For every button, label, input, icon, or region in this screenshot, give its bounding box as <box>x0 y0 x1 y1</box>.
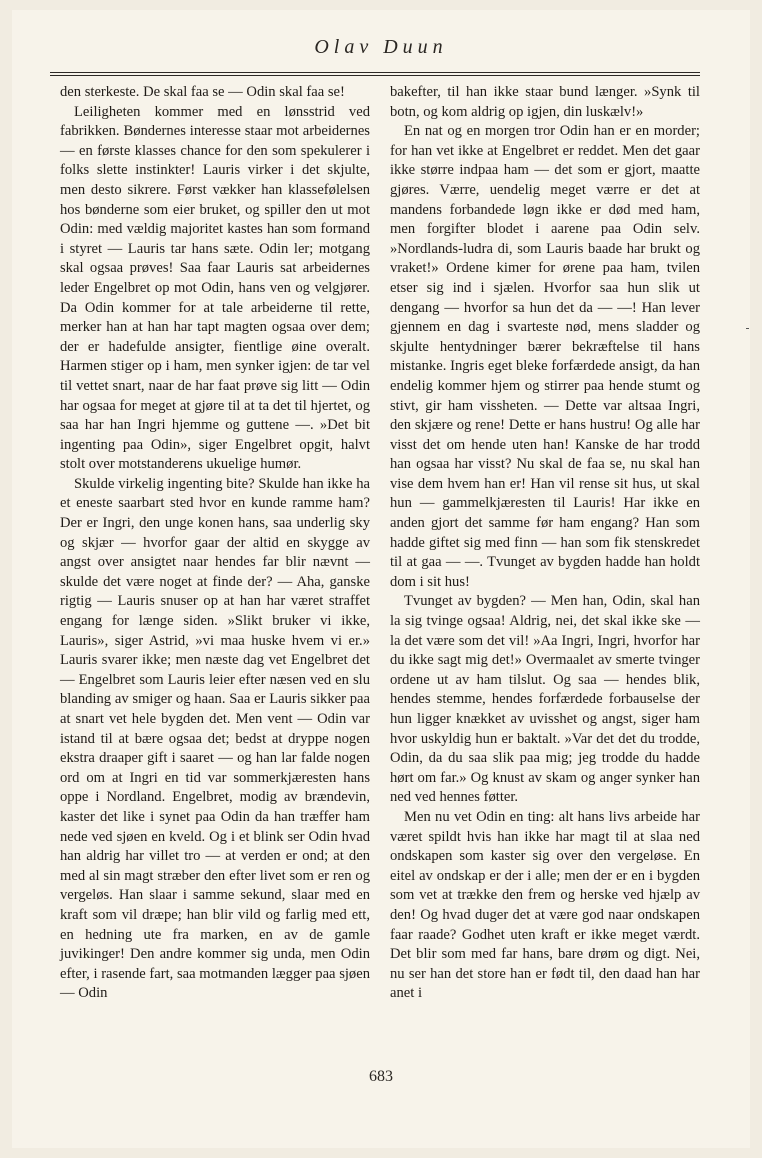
paragraph: den sterkeste. De skal faa se — Odin skal faa se! <box>60 84 345 100</box>
book-page <box>12 10 750 1148</box>
paragraph: bakefter, til han ikke staar bund længer. »Synk til botn, og kom aldrig op igjen, din luskælv!» <box>390 84 700 120</box>
margin-mark <box>746 328 749 329</box>
left-column <box>60 83 370 1004</box>
header-rule-top <box>50 72 700 73</box>
paragraph: Skulde virkelig ingenting bite? Skulde han ikke ha et eneste saarbart sted hvor en kunde ramme ham? Der er Ingri, den unge konen hans, saa underlig sky og skjær — hvorfor gaar der altid en skygge av angst over ansigtet naar hendes far blir nævnt — skulde det være noget at finde der? — Aha, ganske rigtig — Lauris snuser op at han har været straffet engang for længe siden. »Slikt bruker vi ikke, Lauris», siger Astrid, »vi maa huske hvem vi er.» Lauris svarer ikke; men næste dag vet Engelbret det — Engelbret som Lauris leier efter næsen ved en slu blanding av smiger og haan. Saa er Lauris sikker paa at snart vet hele bygden det. Men vent — Odin var istand til at bære ogsaa det; bedst at dryppe nogen ekstra draaper gift i saaret — og han lar falde nogen ord om at Ingri en tid var sommerkjæresten hans oppe i Nordland. Engelbret, modig av brændevin, kaster det like i synet paa Odin da han træffer ham nede ved sjøen en kveld. Og i et blink ser Odin hvad han aldrig har villet tro — at verden er ond; at den med al sin magt stræber den efter livet som er ren og vergeløs. Han slaar i samme sekund, slaar med en kraft som vil dræpe; han blir vild og farlig med ett, en hedning ute fra marken, en av de gamle juvikinger! Den andre kommer sig unda, men Odin efter, i rasende fart, saa motmanden lægger paa sjøen — Odin <box>60 475 370 1002</box>
page-number: 683 <box>369 1068 393 1085</box>
right-column <box>390 83 700 1004</box>
header-rule-bottom <box>50 75 700 76</box>
paragraph: Leiligheten kommer med en lønsstrid ved fabrikken. Bøndernes interesse staar mot arbeidernes — en første klasses chance for den som spekulerer i folks slette instinkter! Lauris virker i det skjulte, men desto sikrere. Først vækker han klassefølelsen hos bønderne som eier bruket, og spiller den ut mot Odin: med vældig majoritet kastes han som formand i styret — Lauris tar hans sæte. Odin ler; motgang skal ogsaa prøves! Saa faar Lauris sat arbeidernes leder Engelbret op mot Odin, hans ven og velgjører. Da Odin kommer for at tale arbeiderne til rette, merker han at han har tapt magten ogsaa over dem; der er hadefulde ansigter, fientlige øine overalt. Harmen stiger op i ham, men synker igjen: de tar vel til vettet snart, naar de har faat prøve sig litt — Odin har ogsaa for meget at gjøre til at ta det til hjertet, og saa har han Ingri hjemme og guttene —. »Det bit ingenting paa Odin», siger Engelbret opgit, halvt stolt over motstanderens ukuelige humør. <box>60 103 370 473</box>
paragraph: Tvunget av bygden? — Men han, Odin, skal han la sig tvinge ogsaa! Aldrig, nei, det skal ikke ske — la det være som det vil! »Aa Ingri, Ingri, hvorfor har du ikke sagt mig det!» Overmaalet av smerte tvinger ordene ut av ham tilslut. Og saa — hendes blik, hendes stemme, hendes forfærdede forbauselse der hun ligger knækket av uvisshet og angst, siger ham hvor uskyldig hun er baktalt. »Var det det du trodde, Odin, da du saa slik paa mig; jeg trodde du hadde hørt om far.» Og knust av skam og anger synker han ned ved hennes føtter. <box>390 593 700 806</box>
paragraph: En nat og en morgen tror Odin han er en morder; for han vet ikke at Engelbret er reddet. Men det gaar ikke større indpaa ham — det som er gjort, maatte gjøres. Værre, uendelig meget værre er det at mandens forbandede løgn ikke er død med ham, men forgifter blodet i aarene paa Odin selv. »Nordlands-ludra di, som Lauris baade har brukt og vraket!» Ordene kimer for ørene paa ham, tvilen etser sig ind i sjælen. Hvorfor saa hun slik ut dengang — hvorfor sa hun det da — —! Han lever gjennem en dag i svarteste nød, mens sladder og skjulte hentydninger bærer bekræftelse til hans mistanke. Ingris eget bleke forfærdede ansigt, da han endelig kommer hjem og stirrer paa hende stumt og stivt, gir ham vissheten. — Dette var altsaa Ingri, den skjære og rene! Dette er hans hustru! Og alle har visst det om hende uten han! Kanske de har trodd han ogsaa har visst? Nu skal de faa se, nu skal han vise dem hvem han er! Han vil rense sit hus, ut skal hun — gammelkjæresten til Lauris! Har ikke en anden gjort det samme før ham engang? Han som hadde giftet sig med finn — han som fik stenskredet til at gaa — —. Tvunget av bygden hadde han holdt dom i sit hus! <box>390 123 700 590</box>
running-title: Olav Duun <box>314 36 448 58</box>
paragraph: Men nu vet Odin en ting: alt hans livs arbeide har været spildt hvis han ikke har magt til at slaa ned ondskapen som kaster sig over den vergeløse. En eitel av ondskap er der i alle; men der er en i bygden som vet at trække den frem og herske ved hjælp av den! Og hvad duger det at være god naar ondskapen faar raade? Godhet uten kraft er ikke meget værdt. Det blir som med far hans, bare drøm og digt. Nei, nu ser han det store han er født til, den daad han har anet i <box>390 808 700 1002</box>
